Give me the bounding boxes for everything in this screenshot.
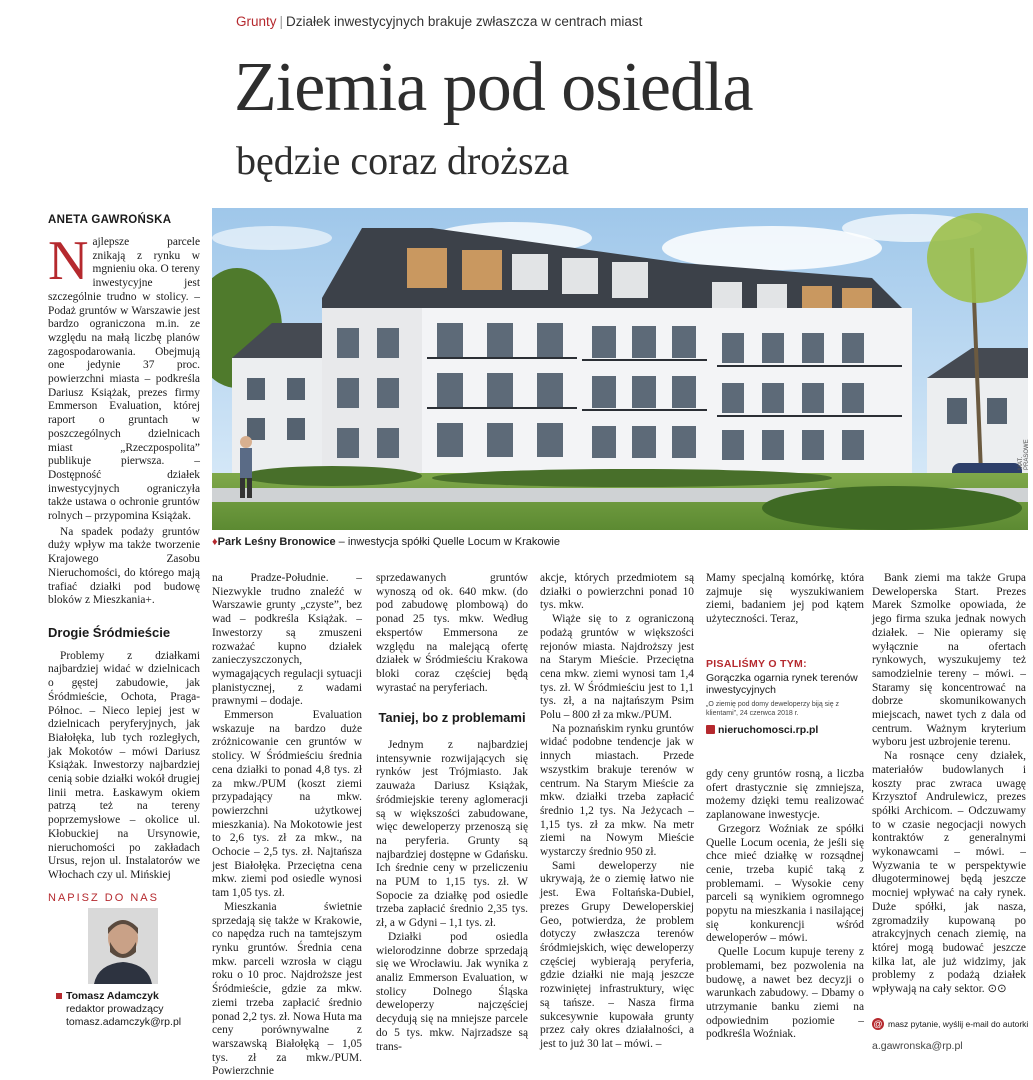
email-prompt: @ masz pytanie, wyślij e-mail do autorki <box>873 1019 1029 1029</box>
editor-name: Tomasz Adamczyk <box>66 990 159 1002</box>
paragraph: Mieszkania świetnie sprzedają się także w Krakowie, co napędza ruch na tamtejszym rynku gruntów. Średnia cena mkw. parceli wzrosła w ciągu roku o 10 proc. Najdroższe jest Śródmieście, gdzie za mkw. ziemi trzeba zapłacić średnio ponad 2,2 tys. zł. Nowa Huta ma ceny porównywalne z warszawską Białołęką – 1,05 tys. zł za mkw./PUM. Powierzchnie <box>212 900 362 1078</box>
paragraph: Sami deweloperzy nie ukrywają, że o ziemię łatwo nie jest. Ewa Foltańska-Dubiel, prezes Grupy Deweloperskiej Geo, potwierdza, że problem dotyczy zwłaszcza terenów śródmiejskich, więc deweloperzy częściej wybierają peryferia, gdzie działki nie mają jeszcze rozwiniętej infrastruktury, więc są tańsze. – Nasza firma sukcesywnie kupowała grunty przez cały okres działalności, a jest to już 30 lat – mówi. – <box>540 859 694 1050</box>
photo-caption <box>212 536 560 548</box>
bullet-square-icon <box>56 993 62 999</box>
at-icon: @ <box>873 1019 883 1029</box>
paragraph: Na poznańskim rynku gruntów widać podobne tendencje jak w innych miastach. Przede wszystkim brakuje terenów w centrum. Na Starym Mieście za mkw. działki trzeba zapłacić średnio 1,2 tys. Na Jeżycach – 1,15 tys. zł za mkw. Na metr ziemi na Nowym Mieście wystarczy średnio 950 zł. <box>540 722 694 859</box>
author-byline: ANETA GAWROŃSKA <box>48 214 172 226</box>
paragraph: Wiąże się to z ograniczoną podażą gruntów w większości rejonów miasta. Najdroższy jest na Starym Mieście. Przeciętna cena mkw. ziemi wynosi tam 1,4 tys. zł. W Śródmieściu jest to 1,1 tys. zł, a na najtańszym Psim Polu – 800 zł za mkw./PUM. <box>540 613 694 722</box>
editor-email[interactable]: tomasz.adamczyk@rp.pl <box>66 1016 182 1028</box>
editor-contact <box>56 990 181 1029</box>
subheadline: będzie coraz droższa <box>236 138 570 183</box>
column-5-top <box>706 572 864 627</box>
paragraph: Działki pod osiedla wielorodzinne dobrze sprzedają się we Wrocławiu. Jak wynika z analiz Emmerson Evaluation, w stolicy Dolnego Śląska deweloperzy najczęściej decydują się na mniejsze parcele do 5 tys. mkw. Najrzadsze są trans- <box>376 930 528 1053</box>
related-link[interactable]: nieruchomosci.rp.pl <box>706 724 864 736</box>
column-3 <box>376 572 528 1054</box>
editor-role: redaktor prowadzący <box>66 1003 164 1015</box>
paragraph: Quelle Locum kupuje tereny z problemami, bez pozwolenia na budowę, a nawet bez decyzji o warunkach zabudowy. – Dbamy o utrzymanie banku ziemi na odpowiednim poziomie – podkreśla Woźniak. <box>706 946 864 1041</box>
paragraph: gdy ceny gruntów rosną, a liczba ofert drastycznie się zmniejsza, możemy dzięki temu realizować zaplanowane inwestycje. <box>706 768 864 822</box>
related-headline[interactable]: Gorączka ogarnia rynek terenów inwestycyjnych <box>706 672 858 696</box>
paragraph: sprzedawanych gruntów wynoszą od ok. 640 mkw. (do pod zabudowę plombową) do ponad 25 tys. mkw. Według ekspertów Emmersona ze względu na malejącą ofertę działek w Śródmieściu Krakowa bloki coraz częściej będą wyrastać na peryferiach. <box>376 572 528 694</box>
photo-credit: MAT. PRASOWE <box>1018 439 1030 470</box>
kicker <box>236 14 642 29</box>
author-email[interactable]: a.gawronska@rp.pl <box>872 1040 963 1052</box>
headline: Ziemia pod osiedla <box>234 49 753 126</box>
caption-diamond-icon: ♦ <box>212 536 218 548</box>
subheading-taniej: Taniej, bo z problemami <box>378 710 526 726</box>
column-2 <box>212 572 362 1079</box>
drop-cap: N <box>48 230 89 292</box>
paragraph: Mamy specjalną komórkę, która zajmuje się wyszukiwaniem ziemi, badaniem jej pod kątem użyteczności. Teraz, <box>706 572 864 626</box>
related-title: PISALIŚMY O TYM: <box>706 658 807 670</box>
related-articles-box <box>706 658 864 736</box>
column-4 <box>540 572 694 1052</box>
caption-bold: Park Leśny Bronowice <box>217 536 336 548</box>
paragraph: Na spadek podaży gruntów duży wpływ ma także tworzenie Krajowego Zasobu Nieruchomości, do którego mają trafiać działki pod budowę bloków z Mieszkania+. <box>48 525 200 607</box>
column-1 <box>48 230 201 883</box>
paragraph: Problemy z działkami najbardziej widać w dzielnicach o gęstej zabudowie, jak Śródmieście, Ochota, Praga-Północ. – Nieco lepiej jest w dzielnicach peryferyjnych, jak Białołęka, lub tych rozległych, jak Mokotów – mówi Dariusz Książak. Inwestorzy najbardziej cenią sobie działki wokół drugiej linii metra. Łaskawym okiem patrzą też na tereny poprzemysłowe – okolice ul. Kłobuckiej na Ursynowie, nieruchomości po zakładach Ursus, rejon ul. Instalatorów we Włochach czy ul. Mińskiej <box>48 649 200 881</box>
kicker-text: Działek inwestycyjnych brakuje zwłaszcza w centrach miast <box>286 14 643 29</box>
kicker-separator: | <box>279 14 284 29</box>
column-6 <box>872 572 1026 997</box>
editor-avatar <box>88 908 158 984</box>
building-illustration <box>212 208 1028 530</box>
article-photo <box>212 208 1028 530</box>
paragraph: Emmerson Evaluation wskazuje na bardzo duże zróżnicowanie cen gruntów w stolicy. W Śródmieściu średnia cena działki to ponad 4,8 tys. zł za mkw./PUM (koszt ziemi przypadający na mkw. powierzchni użytkowej mieszkania). Na Mokotowie jest to 2,6 tys. zł za mkw., na Ochocie – 2,5 tys. zł. Najtańsza jest Białołęka. Przeciętna cena mkw. ziemi pod osiedle wynosi tam 1,05 tys. zł. <box>212 709 362 900</box>
lead-paragraph: Najlepsze parcele znikają z rynku w mgnieniu oka. O tereny inwestycyjne jest szczególnie trudno w stolicy. – Podaż gruntów w Warszawie jest bardzo ograniczona m.in. ze względu na małą liczbę planów zagospodarowania. Obejmują one jedynie 37 proc. powierzchni miasta – podkreśla Dariusz Książak, prezes firmy Emmerson Evaluation, której raport o gruntach w poszczególnych dzielnicach miast „Rzeczpospolita” publikuje pierwsza. – Dostępność działek inwestycyjnych ograniczyła także ustawa o ochronie gruntów rolnych – przypomina Książak. <box>48 230 201 523</box>
column-5-bottom <box>706 768 864 1042</box>
paragraph: Bank ziemi ma także Grupa Deweloperska Start. Prezes Marek Szmolke opowiada, że jego firma szuka jednak nowych działek. – Nie opieramy się wyłącznie na ofertach rynkowych, wyszukujemy też samodzielnie tereny – mówi. – Staramy się koncentrować na dobrze skomunikowanych miejscach, nawet tych z dala od centrum. Ważnym kryterium wyboru jest uzbrojenie terenu. <box>872 572 1026 749</box>
paragraph: Jednym z najbardziej intensywnie rozwijających się rynków jest Trójmiasto. Jak zauważa Dariusz Książak, śródmiejskie tereny aglomeracji są w większości zabudowane, więc deweloperzy przenoszą się na peryferia. Grunty są najbardziej dostępne w Gdańsku. Ich średnie ceny w przeliczeniu na PUM to 1,15 tys. zł. W Sopocie za działkę pod osiedle trzeba zapłacić średnio 2,35 tys. zł, a w Gdyni – 1,1 tys. zł. <box>376 739 528 930</box>
paragraph: akcje, których przedmiotem są działki o powierzchni ponad 10 tys. mkw. <box>540 572 694 612</box>
caption-text: – inwestycja spółki Quelle Locum w Krakowie <box>335 536 560 548</box>
write-to-us-label: NAPISZ DO NAS <box>48 892 159 904</box>
section-label: Grunty <box>236 14 277 29</box>
related-quote: „O ziemię pod domy deweloperzy biją się z klientami”, 24 czerwca 2018 r. <box>706 701 840 717</box>
paragraph: Grzegorz Woźniak ze spółki Quelle Locum ocenia, że jeśli się chce mieć działkę w rozsądnej cenie, trzeba kupić taką z problemami. – Wysokie ceny parceli są wynikiem ogromnego popytu na mieszkania i nasilającej się konkurencji wśród deweloperów – mówi. <box>706 822 864 945</box>
paragraph: na Pradze-Południe. – Niezwykle trudno znaleźć w Warszawie grunty „czyste”, bez wad – podkreśla Książak. – Inwestorzy są zmuszeni rozważać kupno działek zanieczyszczonych, wymagających regulacji sytuacji planistycznej, z wadami prawnymi – dodaje. <box>212 572 362 708</box>
paragraph: Na rosnące ceny działek, materiałów budowlanych i koszty prac zwraca uwagę Krzysztof Andrulewicz, prezes spółki Archicom. – Odczuwamy to w czasie negocjacji nowych kontraktów z generalnymi wykonawcami – mówi. – Wyzwania te w perspektywie długoterminowej będą jeszcze mocniej wpływać na cały rynek. Duże spółki, jak nasza, zgromadziły kupowaną po atrakcyjnych cenach ziemię, na której mogą budować jeszcze kilka lat, ale już widzimy, jak problemy z podażą działek wpływają na cały sektor. ⊙⊙ <box>872 750 1026 996</box>
subheading-srodmiescie: Drogie Śródmieście <box>48 624 171 640</box>
link-icon <box>706 725 715 734</box>
